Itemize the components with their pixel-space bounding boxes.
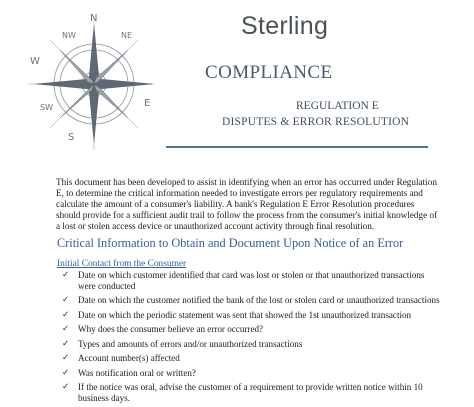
compass-rose-logo: [26, 12, 156, 152]
compass-letter-s: S: [68, 132, 75, 143]
brand-name: Sterling: [241, 12, 329, 40]
checklist-item: [62, 295, 442, 306]
checkmark-icon: ✓: [62, 270, 70, 280]
checkmark-icon: ✓: [62, 353, 70, 364]
header-divider: [166, 146, 428, 148]
checkmark-icon: ✓: [62, 382, 70, 393]
checklist-item-text: Date on which the customer notified the bank of the lost or stolen card or unauthorized transactions: [78, 295, 440, 306]
compass-letter-n: N: [90, 13, 98, 24]
checklist-item-text: Date on which customer identified that card was lost or stolen or that unauthorized transactions were conducted: [78, 270, 425, 291]
section-heading: Critical Information to Obtain and Document Upon Notice of an Error: [57, 236, 404, 250]
checklist-item-text: If the notice was oral, advise the customer of a requirement to provide written notice within 10 business days.: [78, 382, 423, 403]
checklist-item-text: Account number(s) affected: [78, 353, 180, 364]
checklist-item-text: Types and amounts of errors and/or unauthorized transactions: [78, 338, 303, 349]
checklist-item-text: Date on which the periodic statement was sent that showed the 1st unauthorized transaction: [78, 309, 412, 320]
checklist: [62, 270, 442, 407]
regulation-title: REGULATION E: [296, 100, 379, 112]
compass-letter-w: W: [30, 56, 40, 67]
checkmark-icon: ✓: [62, 309, 70, 320]
checklist-item: [62, 368, 442, 379]
compass-letter-nw: NW: [62, 31, 76, 40]
compass-letter-e: E: [144, 98, 151, 109]
checklist-item: [62, 270, 442, 292]
checklist-item: [62, 324, 442, 335]
checkmark-icon: ✓: [62, 324, 70, 335]
checklist-item: [62, 353, 442, 364]
checklist-item-text: Was notification oral or written?: [78, 367, 196, 378]
compass-letter-sw: SW: [40, 103, 53, 112]
intro-paragraph: This document has been developed to assist in identifying when an error has occurred under Regulation E, to determine the critical information needed to investigate errors per regulatory requirements and calculate the amount of a consumer's liability. A bank's Regulation E Error Resolution procedures should provide for a sufficient audit trail to follow the process from the consumer's initial knowledge of a lost or stolen access device or unauthorized account activity through final resolution.: [56, 177, 438, 232]
brand-subtitle: COMPLIANCE: [205, 62, 333, 83]
document-subtitle: DISPUTES & ERROR RESOLUTION: [222, 116, 410, 128]
checkmark-icon: ✓: [62, 338, 70, 349]
checklist-item: [62, 382, 442, 404]
checklist-item-text: Why does the consumer believe an error occurred?: [78, 324, 264, 335]
checklist-item: [62, 310, 442, 321]
checklist-item: [62, 339, 442, 350]
subsection-heading: Initial Contact from the Consumer: [57, 259, 187, 269]
checkmark-icon: ✓: [62, 367, 70, 378]
checkmark-icon: ✓: [62, 295, 70, 306]
compass-letter-ne: NE: [121, 31, 133, 40]
